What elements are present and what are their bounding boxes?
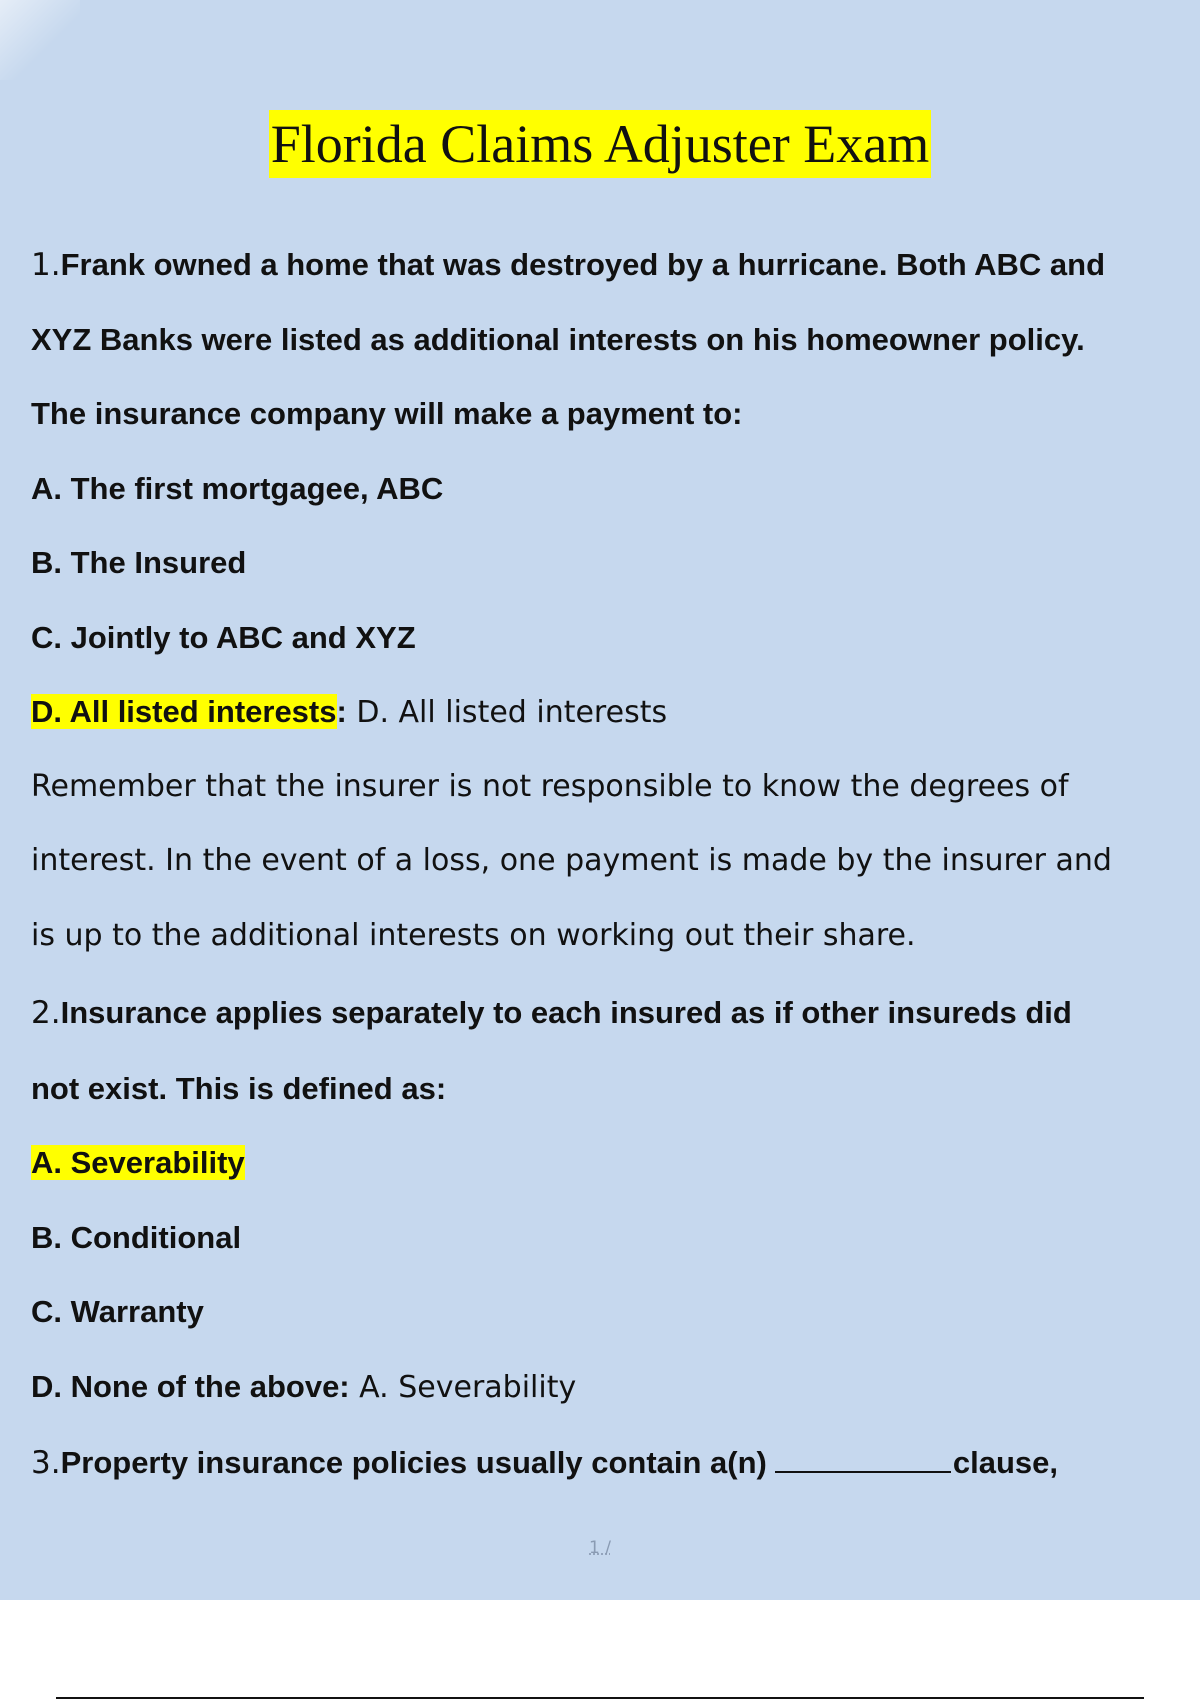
q1-line-2: XYZ Banks were listed as additional interests on his homeowner policy.	[31, 322, 1085, 357]
q1-option-a: A. The first mortgagee, ABC	[31, 471, 444, 506]
q2-option-d-line	[31, 1367, 1200, 1408]
q1-option-b: B. The Insured	[31, 545, 247, 580]
q1-text-1: Frank owned a home that was destroyed by a hurricane. Both ABC and	[60, 247, 1106, 282]
q1-option-d: D. All listed interests	[31, 694, 337, 729]
q2-text-1: Insurance applies separately to each insured as if other insureds did	[60, 995, 1072, 1030]
page-number: 1 /	[589, 1538, 611, 1558]
q2-option-a-line	[31, 1143, 1200, 1183]
q2-option-a: A. Severability	[31, 1145, 245, 1180]
q2-line-2: not exist. This is defined as:	[31, 1071, 447, 1106]
q1-explanation-1: Remember that the insurer is not responsible to know the degrees of	[31, 769, 1069, 804]
q3-text-post: clause,	[952, 1445, 1058, 1480]
q1-explanation-3: is up to the additional interests on working out their share.	[31, 918, 916, 953]
document-title: Florida Claims Adjuster Exam	[269, 110, 931, 178]
footer-divider	[56, 1697, 1144, 1699]
q2-line-1	[31, 993, 1200, 1033]
q1-answer: D. All listed interests	[346, 695, 668, 730]
q2-option-c: C. Warranty	[31, 1294, 204, 1329]
q2-answer: A. Severability	[349, 1370, 577, 1405]
page-corner-mark	[0, 0, 80, 80]
q1-line-1	[31, 245, 1200, 285]
q3-line-1	[31, 1443, 1200, 1483]
q1-explanation-2: interest. In the event of a loss, one payment is made by the insurer and	[31, 843, 1112, 878]
q3-text-pre: Property insurance policies usually contain a(n)	[60, 1445, 767, 1480]
fill-in-blank	[775, 1470, 951, 1473]
q1-line-3: The insurance company will make a payment to:	[31, 396, 743, 431]
q2-number: 2.	[31, 995, 61, 1031]
q1-option-c: C. Jointly to ABC and XYZ	[31, 620, 416, 655]
q1-number: 1.	[31, 247, 61, 283]
q1-option-d-colon: :	[336, 694, 347, 729]
q1-option-d-line	[31, 692, 1200, 733]
q2-option-b: B. Conditional	[31, 1220, 242, 1255]
q3-number: 3.	[31, 1445, 61, 1481]
q2-option-d: D. None of the above:	[31, 1369, 350, 1404]
